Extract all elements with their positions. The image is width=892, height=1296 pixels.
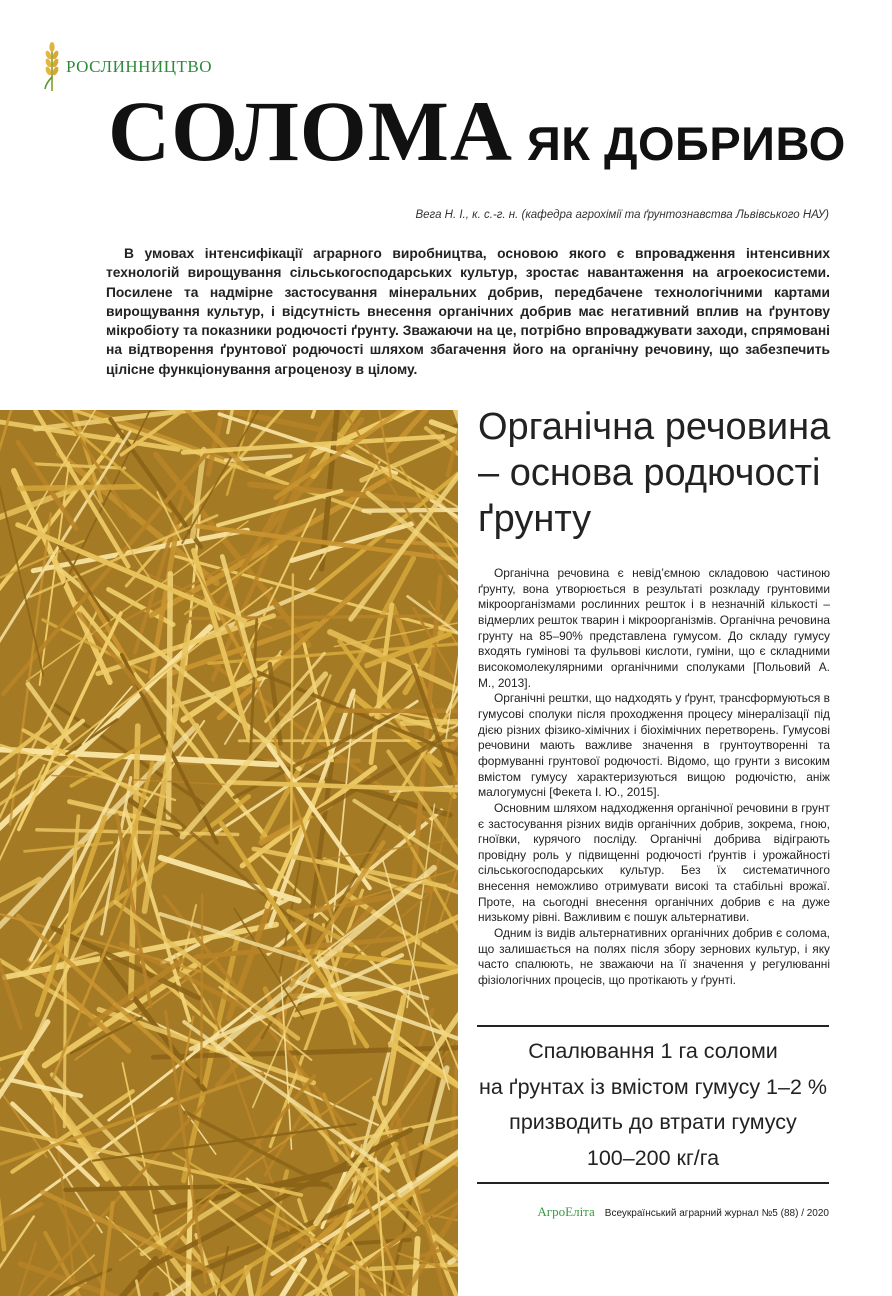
author-byline: Вега Н. І., к. с.-г. н. (кафедра агрохімії та ґрунтознавства Львівського НАУ) bbox=[415, 209, 829, 221]
pull-quote bbox=[477, 1034, 829, 1176]
pull-quote-line: Спалювання 1 га соломи bbox=[528, 1039, 778, 1063]
body-paragraph: Основним шляхом надходження органічної речовини в грунт є застосування різних видів органічних добрив, зокрема, гною, гноївки, курячого посліду. Органічні добрива відіграють провідну роль у підвищенні родючості ґрунтів і урожайності сільськогосподарських культур. Без їх систематичного внесення неможливо отримувати високі та стабільні врожаї. Проте, на сьогодні внесення органічних добрив є на дуже низькому рівні. Важливим є пошук альтернативи. bbox=[478, 800, 830, 925]
straw-image bbox=[0, 410, 458, 1296]
section-label: РОСЛИННИЦТВО bbox=[66, 57, 212, 76]
title-main: СОЛОМА bbox=[108, 83, 513, 179]
title-rest: ЯК ДОБРИВО bbox=[526, 117, 846, 170]
body-paragraph: Органічна речовина є невід’ємною складовою частиною ґрунту, вона утворюється в результаті розкладу грунтовими мікроорганізмами рослинних решток і в незначній кількості – відмерлих решток тварин і мікроорганізмів. Органічна речовина грунту на 85–90% представлена гумусом. До складу гумусу входять гумінові та фульвові кислоти, гуміни, що є складними високомолекулярними органічними сполуками [Польовий А. М., 2013]. bbox=[478, 566, 831, 690]
pull-quote-line: призводить до втрати гумусу bbox=[509, 1110, 797, 1134]
pull-quote-line: на ґрунтах із вмістом гумусу 1–2 % bbox=[479, 1074, 827, 1099]
straw-photo bbox=[0, 410, 458, 1296]
wheat-icon bbox=[42, 41, 62, 91]
footer-brand-logo: АгроЕліта bbox=[537, 1204, 595, 1219]
lead-paragraph: В умовах інтенсифікації аграрного виробництва, основою якого є впровадження інтенсивних технологій вирощування сільськогосподарських культур, зростає навантаження на агроекосистеми. Посилене та надмірне застосування мінеральних добрив, передбачене технологічними картами вирощування культур, і відсутність внесення органічних добрив має негативний вплив на ґрунтову мікробіоту та показники родючості ґрунту. Зважаючи на це, потрібно впроваджувати заходи, спрямовані на відтворення ґрунтової родючості шляхом збагачення його на органічну речовину, що забезпечить цілісне функціонування агроценозу в цілому. bbox=[106, 246, 830, 377]
quote-rule-top bbox=[477, 1025, 829, 1027]
pull-quote-line: 100–200 кг/га bbox=[586, 1145, 720, 1170]
body-paragraph: Органічні рештки, що надходять у ґрунт, трансформуються в гумусові сполуки після проходження процесу мінералізації під дією різних фізико-хімічних і біохімічних перетворень. Гумусові речовини мають важливе значення в грунтоутворенні та формуванні грунтової родючості. Відомо, що грунти з високим вмістом гумусу характеризуються вищою родючістю, аніж малогумусні [Фекета І. Ю., 2015]. bbox=[478, 691, 830, 800]
section-subheading: Органічна речовина – основа родючості ґрунту bbox=[478, 406, 831, 540]
straw-stalk bbox=[201, 895, 202, 1084]
article-title bbox=[108, 83, 846, 179]
article-body bbox=[478, 566, 830, 989]
straw-stalk bbox=[364, 510, 457, 511]
quote-rule-bottom bbox=[477, 1182, 829, 1184]
footer-publication: Всеукраїнський аграрний журнал №5 (88) / 2020 bbox=[604, 1208, 829, 1219]
straw-stalk bbox=[356, 1262, 357, 1296]
body-paragraph: Одним із видів альтернативних органічних добрив є солома, що залишається на полях після збору зернових культур, і яку часто спалюють, не зважаючи на її значення у регулюванні фізіологічних процесів, що протікають у ґрунті. bbox=[478, 926, 830, 988]
page-footer bbox=[537, 1204, 829, 1220]
straw-stalk bbox=[20, 487, 139, 489]
